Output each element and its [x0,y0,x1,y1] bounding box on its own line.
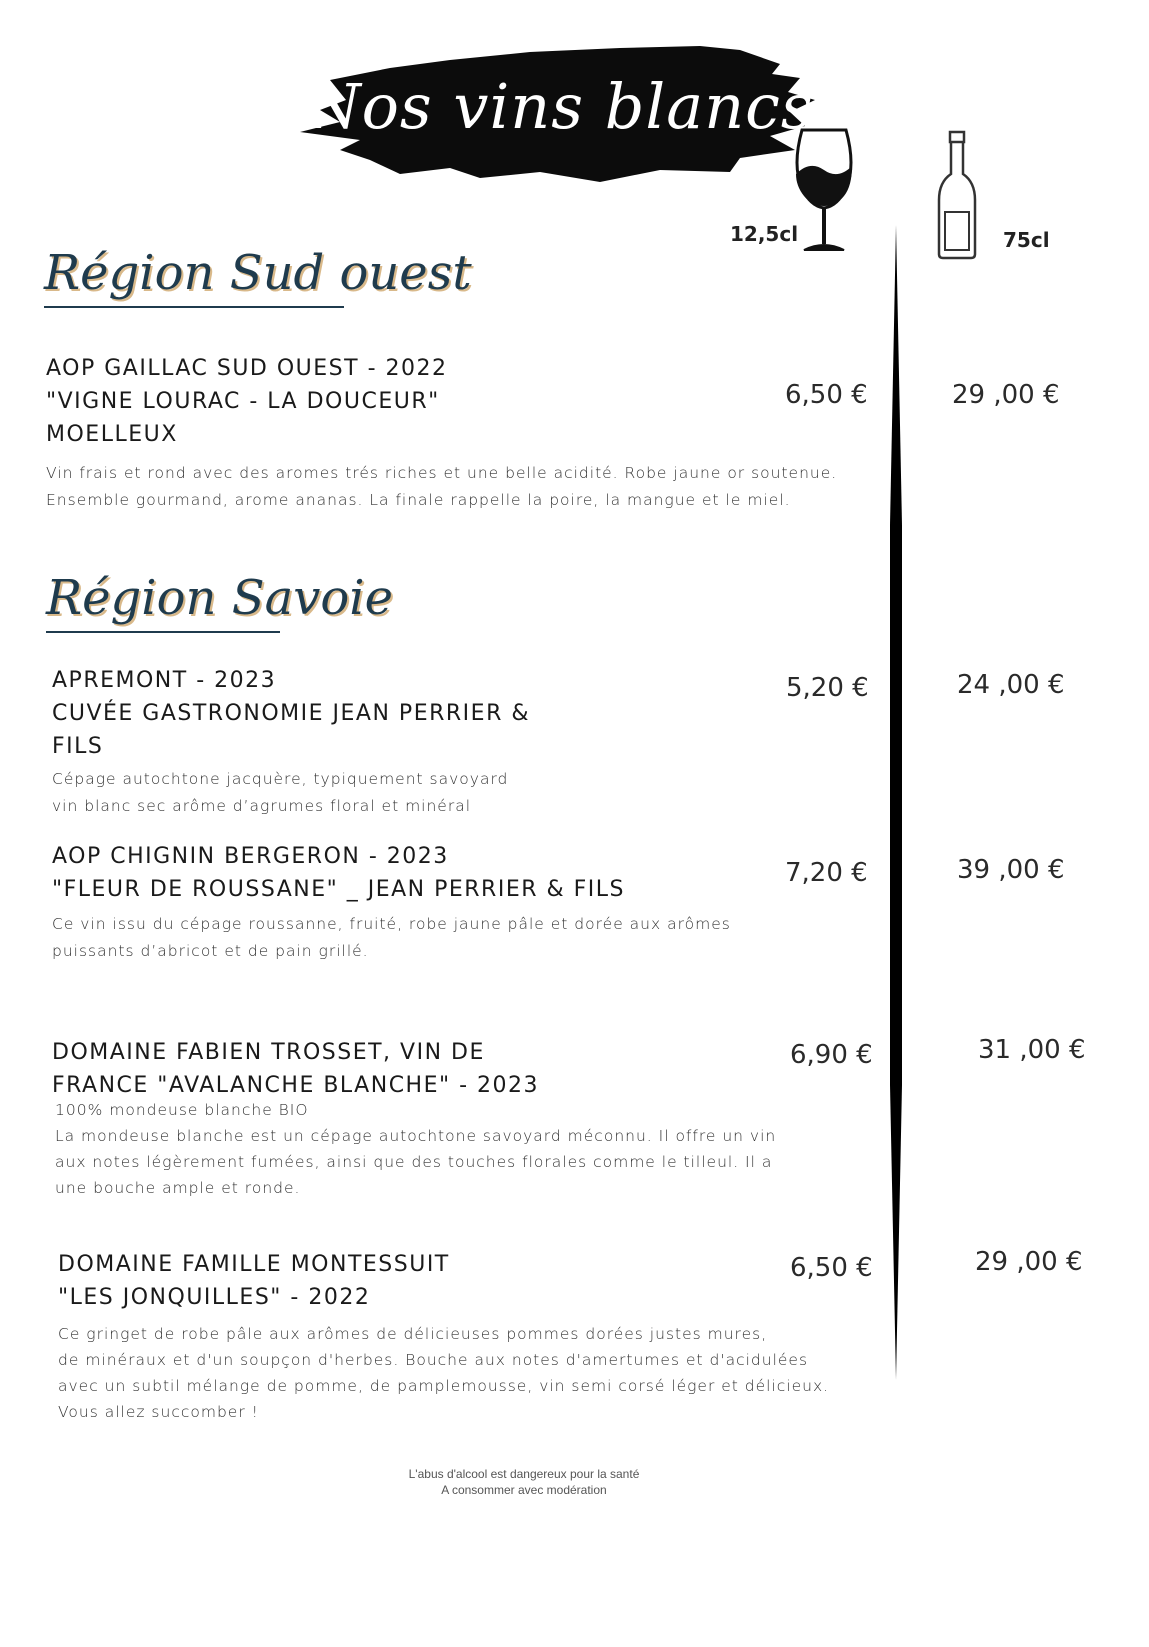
desc-line: Ce gringet de robe pâle aux arômes de délicieuses pommes dorées justes mures, [58,1325,768,1343]
wine-title-line: CUVÉE GASTRONOMIE JEAN PERRIER & [52,701,530,726]
desc-line: aux notes légèrement fumées, ainsi que des touches florales comme le tilleul. Il a [55,1153,773,1171]
wine-title-line: APREMONT - 2023 [52,668,277,693]
footer-line: A consommer avec modération [441,1483,607,1497]
wine-description [52,766,508,820]
wine-description [58,1321,829,1425]
desc-line: 100% mondeuse blanche BIO [55,1101,309,1119]
wine-title-line: MOELLEUX [46,422,178,447]
region-underline [44,306,344,308]
wine-description [52,911,731,965]
glass-price: 6,50 € [785,380,868,410]
wine-description [46,460,837,514]
wine-title [52,840,625,906]
wine-title-line: AOP CHIGNIN BERGERON - 2023 [52,844,449,869]
desc-line: Cépage autochtone jacquère, typiquement savoyard [52,770,509,788]
desc-line: vin blanc sec arôme d’agrumes floral et minéral [52,797,472,815]
bottle-price: 31 ,00 € [978,1035,1086,1065]
wine-title [52,1036,539,1102]
glass-price: 7,20 € [785,858,868,888]
desc-line: de minéraux et d'un soupçon d'herbes. Bouche aux notes d'amertumes et d'acidulées [58,1351,809,1369]
bottle-size-label: 75cl [1003,228,1050,252]
glass-price: 6,50 € [790,1253,873,1283]
desc-line: puissants d’abricot et de pain grillé. [52,942,369,960]
glass-price: 5,20 € [786,673,869,703]
region-underline [46,631,280,633]
desc-line: Vin frais et rond avec des aromes trés riches et une belle acidité. Robe jaune or soutenue. [46,464,838,482]
wine-title-line: AOP GAILLAC SUD OUEST - 2022 [46,356,448,381]
wine-title [58,1248,450,1314]
wine-glass-icon [792,126,856,256]
glass-size-label: 12,5cl [730,222,799,246]
glass-price: 6,90 € [790,1040,873,1070]
vertical-divider [888,225,904,1380]
wine-title-line: "VIGNE LOURAC - LA DOUCEUR" [46,389,440,414]
footer-line: L'abus d'alcool est dangereux pour la santé [408,1467,640,1481]
wine-bottle-icon [935,130,979,262]
desc-line: Vous allez succomber ! [58,1403,259,1421]
wine-title-line: FILS [52,734,104,759]
bottle-price: 29 ,00 € [952,380,1060,410]
bottle-price: 24 ,00 € [957,670,1065,700]
wine-title [46,352,448,451]
bottle-price: 39 ,00 € [957,855,1065,885]
page-title: Nos vins blancs [306,70,814,143]
health-warning [374,1466,674,1498]
region-heading-sud-ouest: Région Sud ouest [44,245,472,301]
wine-title [52,664,530,763]
desc-line: La mondeuse blanche est un cépage autochtone savoyard méconnu. Il offre un vin [55,1127,777,1145]
wine-title-line: DOMAINE FABIEN TROSSET, VIN DE [52,1040,485,1065]
bottle-price: 29 ,00 € [975,1247,1083,1277]
wine-title-line: DOMAINE FAMILLE MONTESSUIT [58,1252,450,1277]
desc-line: avec un subtil mélange de pomme, de pamplemousse, vin semi corsé léger et délicieux. [58,1377,830,1395]
wine-title-line: "LES JONQUILLES" - 2022 [58,1285,371,1310]
desc-line: une bouche ample et ronde. [55,1179,301,1197]
desc-line: Ce vin issu du cépage roussanne, fruité, robe jaune pâle et dorée aux arômes [52,915,731,933]
wine-description [55,1097,776,1201]
wine-title-line: "FLEUR DE ROUSSANE" _ JEAN PERRIER & FILS [52,877,626,902]
region-heading-savoie: Région Savoie [46,570,393,626]
desc-line: Ensemble gourmand, arome ananas. La finale rappelle la poire, la mangue et le miel. [46,491,791,509]
wine-title-line: FRANCE "AVALANCHE BLANCHE" - 2023 [52,1073,540,1098]
